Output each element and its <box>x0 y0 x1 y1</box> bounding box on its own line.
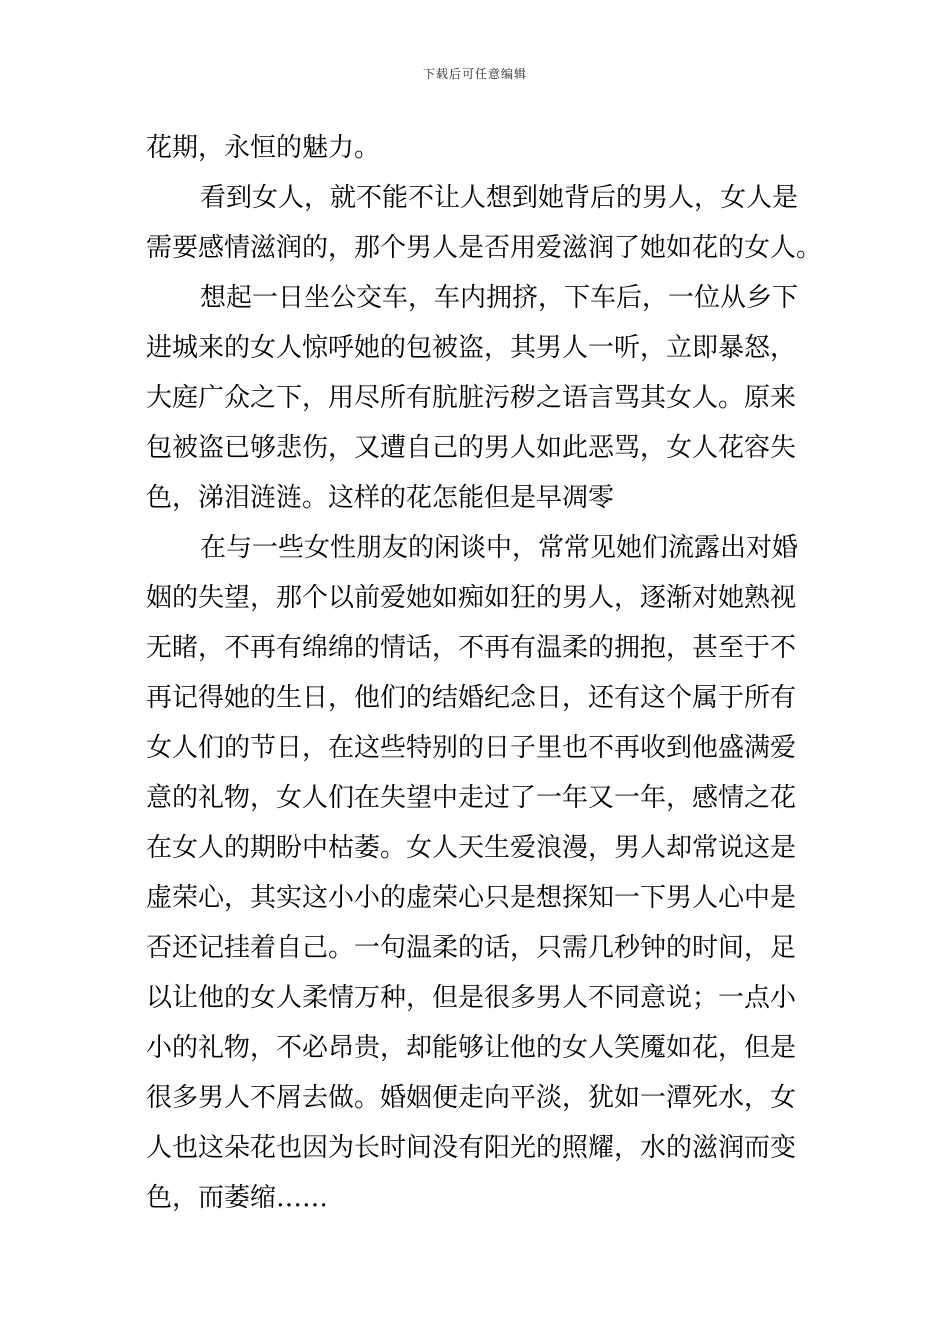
paragraph-start-line: 在与一些女性朋友的闲谈中，常常见她们流露出对婚 <box>200 533 799 563</box>
text-line: 意的礼物，女人们在失望中走过了一年又一年，感情之花 <box>146 783 797 813</box>
text-line: 小的礼物，不必昂贵，却能够让他的女人笑魇如花，但是 <box>146 1033 797 1063</box>
text-line: 虚荣心，其实这小小的虚荣心只是想探知一下男人心中是 <box>146 883 797 913</box>
text-line: 花期，永恒的魅力。 <box>146 133 381 163</box>
text-line: 在女人的期盼中枯萎。女人天生爱浪漫，男人却常说这是 <box>146 833 797 863</box>
text-line: 以让他的女人柔情万种，但是很多男人不同意说；一点小 <box>146 983 797 1013</box>
text-line: 大庭广众之下，用尽所有肮脏污秽之语言骂其女人。原来 <box>146 383 797 413</box>
text-line: 色，涕泪涟涟。这样的花怎能但是早凋零 <box>146 483 615 513</box>
text-line: 需要感情滋润的，那个男人是否用爱滋润了她如花的女人。 <box>146 233 823 263</box>
text-line: 人也这朵花也因为长时间没有阳光的照耀，水的滋润而变 <box>146 1133 797 1163</box>
text-line: 再记得她的生日，他们的结婚纪念日，还有这个属于所有 <box>146 683 797 713</box>
text-line: 否还记挂着自己。一句温柔的话，只需几秒钟的时间，足 <box>146 933 797 963</box>
paragraph-start-line: 看到女人，就不能不让人想到她背后的男人，女人是 <box>200 183 799 213</box>
text-line: 包被盗已够悲伤，又遭自己的男人如此恶骂，女人花容失 <box>146 433 797 463</box>
paragraph-start-line: 想起一日坐公交车，车内拥挤，下车后，一位从乡下 <box>200 283 799 313</box>
text-line: 进城来的女人惊呼她的包被盗，其男人一听，立即暴怒， <box>146 333 797 363</box>
text-line: 姻的失望，那个以前爱她如痴如狂的男人，逐渐对她熟视 <box>146 583 797 613</box>
page-header-note: 下载后可任意编辑 <box>422 67 527 81</box>
text-line: 色，而萎缩…… <box>146 1183 329 1213</box>
text-line: 女人们的节日，在这些特别的日子里也不再收到他盛满爱 <box>146 733 797 763</box>
text-line: 很多男人不屑去做。婚姻便走向平淡，犹如一潭死水，女 <box>146 1083 797 1113</box>
text-line: 无睹，不再有绵绵的情话，不再有温柔的拥抱，甚至于不 <box>146 633 797 663</box>
